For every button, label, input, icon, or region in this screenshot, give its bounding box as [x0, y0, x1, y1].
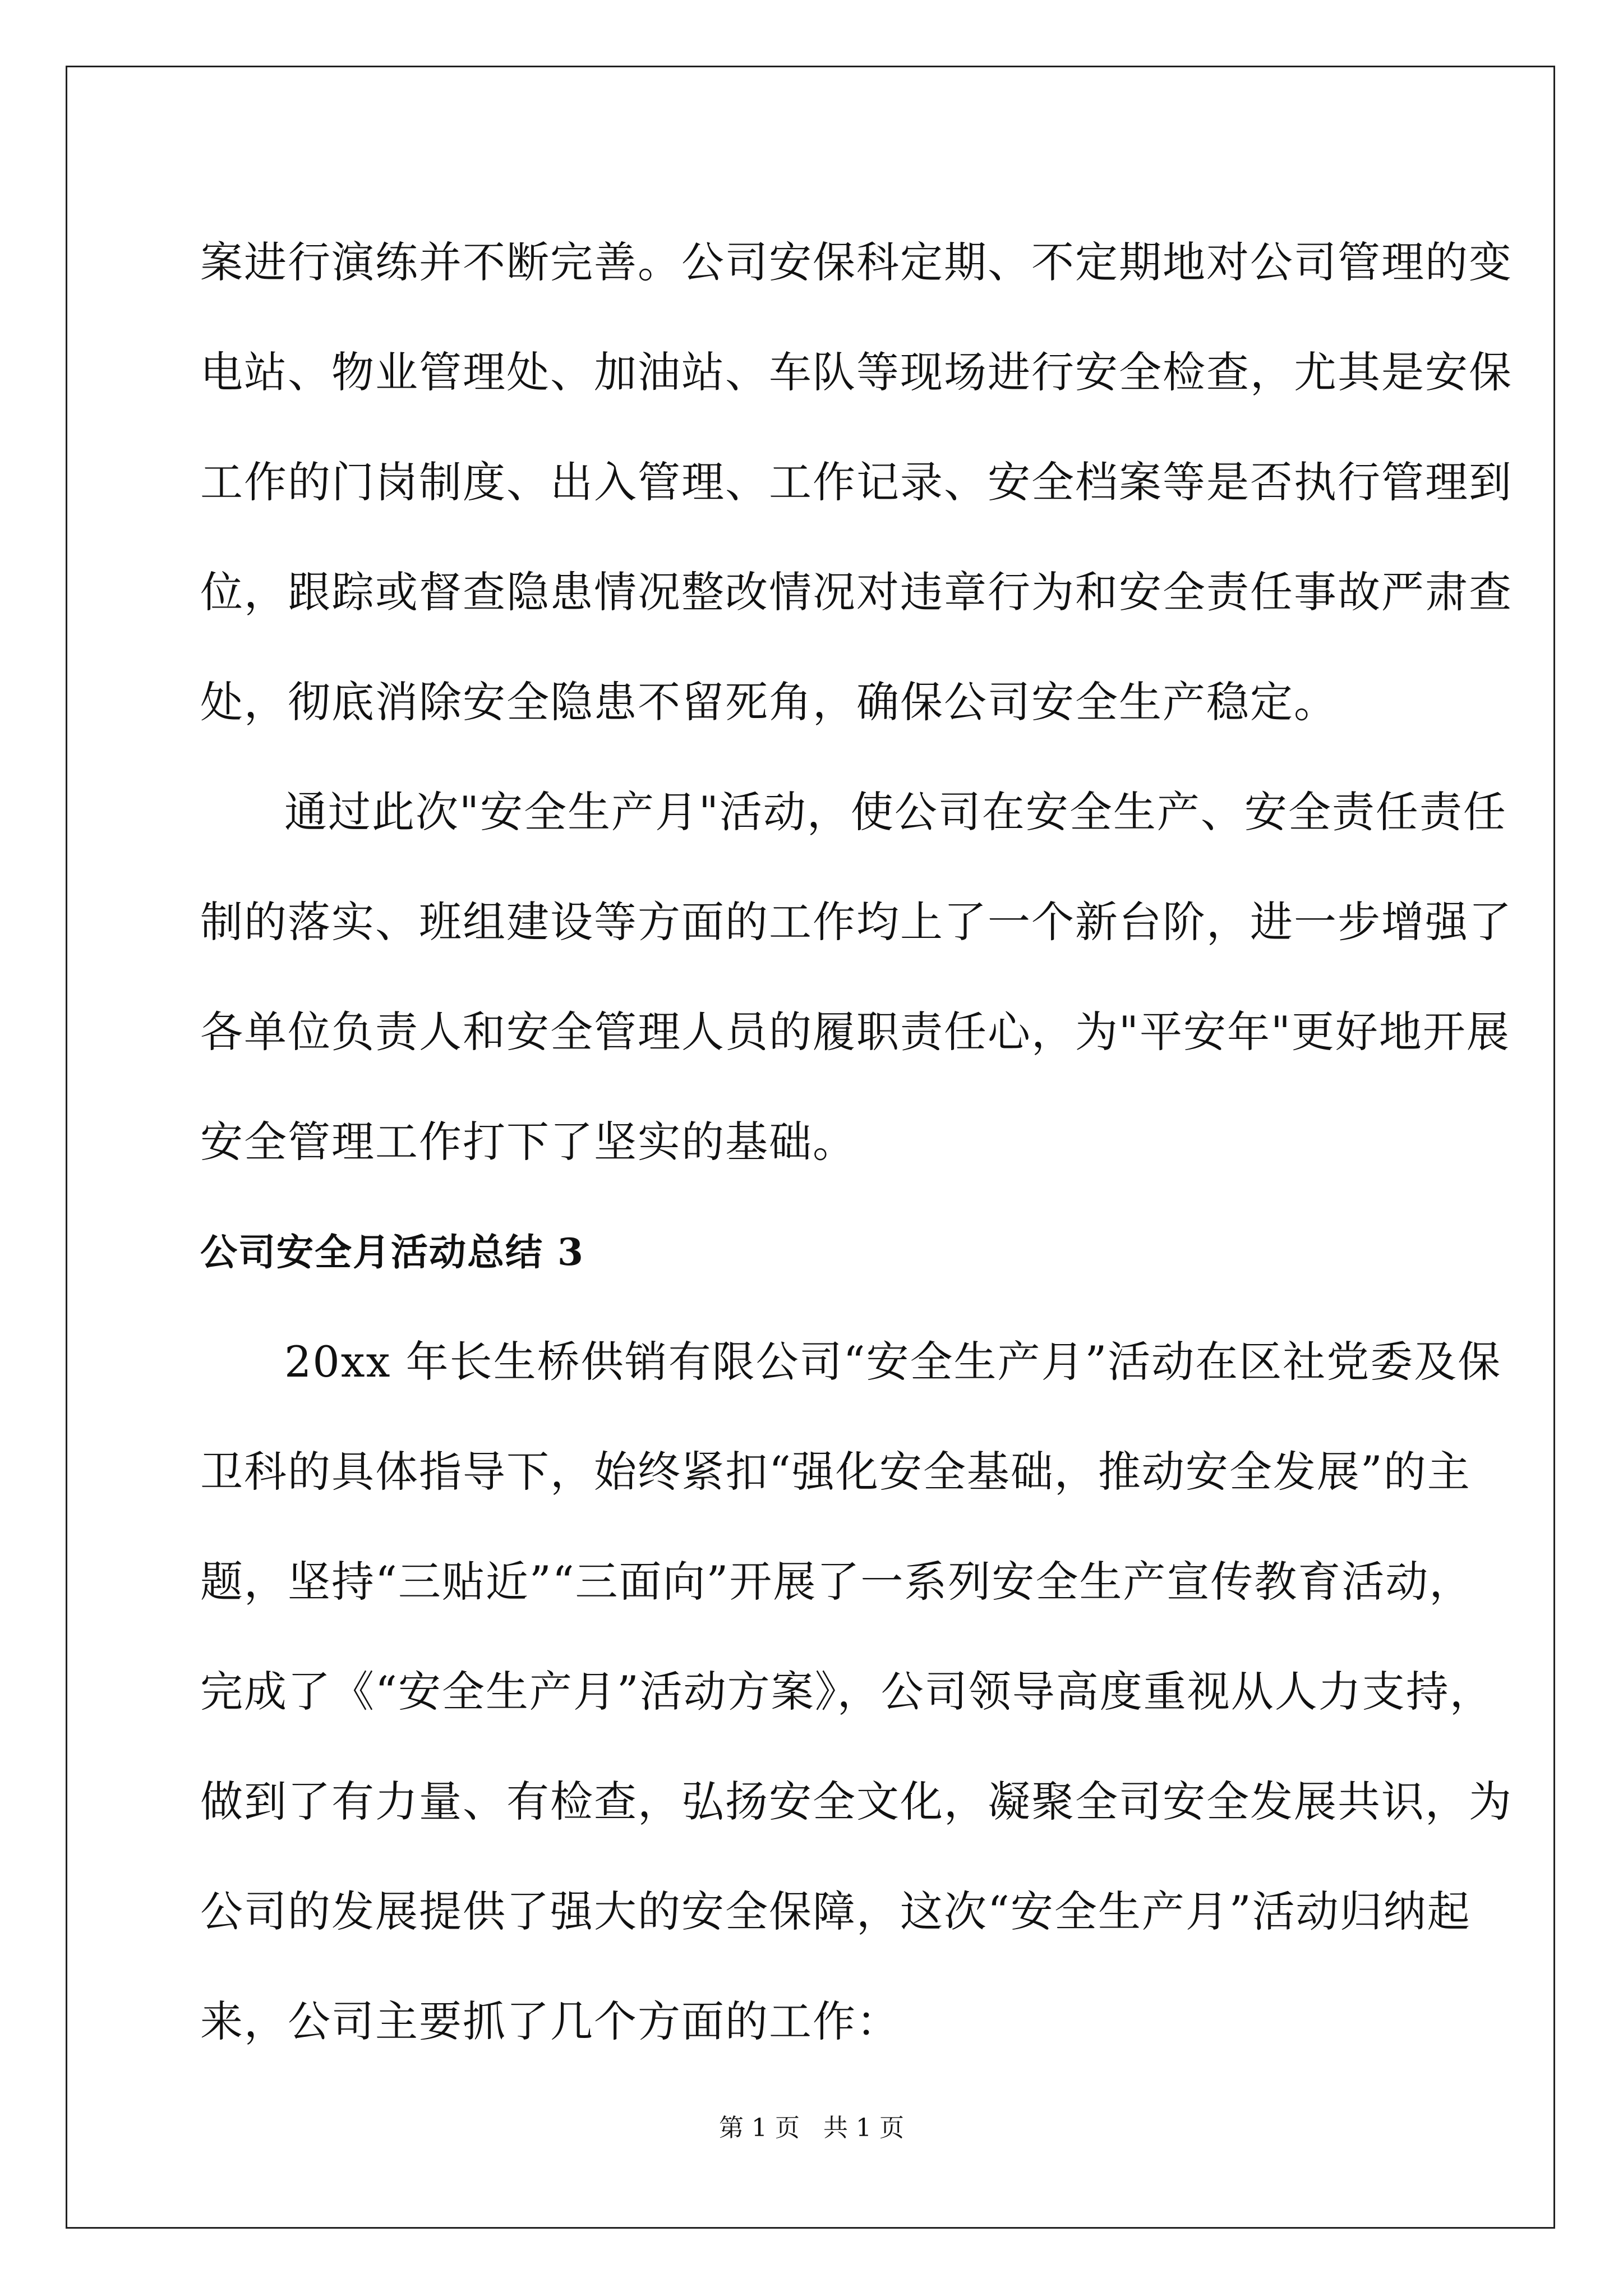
text-line: 20xx 年长生桥供销有限公司“安全生产月”活动在区社党委及保	[284, 1337, 1502, 1387]
paragraph-continued	[200, 208, 1513, 757]
text-line: 安全管理工作打下了坚实的基础。	[200, 1117, 856, 1167]
text-line: 案进行演练并不断完善。公司安保科定期、不定期地对公司管理的变	[200, 237, 1513, 287]
text-line: 题，坚持“三贴近”“三面向”开展了一系列安全生产宣传教育活动，	[200, 1557, 1473, 1607]
paragraph-summary	[200, 757, 1513, 1197]
text-line: 卫科的具体指导下，始终紧扣“强化安全基础，推动安全发展”的主	[200, 1447, 1471, 1497]
text-line: 工作的门岗制度、出入管理、工作记录、安全档案等是否执行管理到	[200, 457, 1513, 507]
text-line: 制的落实、班组建设等方面的工作均上了一个新台阶，进一步增强了	[200, 897, 1513, 947]
text-line: 做到了有力量、有检查，弘扬安全文化，凝聚全司安全发展共识，为	[200, 1777, 1513, 1826]
text-line: 通过此次"安全生产月"活动，使公司在安全生产、安全责任责任	[284, 787, 1507, 837]
section-title: 公司安全月活动总结 3	[200, 1230, 584, 1274]
text-line: 完成了《“安全生产月”活动方案》，公司领导高度重视从人力支持，	[200, 1667, 1493, 1717]
text-line: 各单位负责人和安全管理人员的履职责任心，为"平安年"更好地开展	[200, 1007, 1510, 1057]
text-line: 处，彻底消除安全隐患不留死角，确保公司安全生产稳定。	[200, 677, 1338, 727]
text-line: 公司的发展提供了强大的安全保障，这次“安全生产月”活动归纳起	[200, 1887, 1471, 1936]
text-line: 电站、物业管理处、加油站、车队等现场进行安全检查，尤其是安保	[200, 347, 1513, 397]
paragraph-intro	[200, 1307, 1513, 2077]
text-line: 来，公司主要抓了几个方面的工作：	[200, 1996, 900, 2046]
text-line: 位，跟踪或督查隐患情况整改情况对违章行为和安全责任事故严肃查	[200, 567, 1513, 617]
document-body	[200, 208, 1513, 2077]
page-number-footer: 第 1 页 共 1 页	[719, 2114, 904, 2142]
